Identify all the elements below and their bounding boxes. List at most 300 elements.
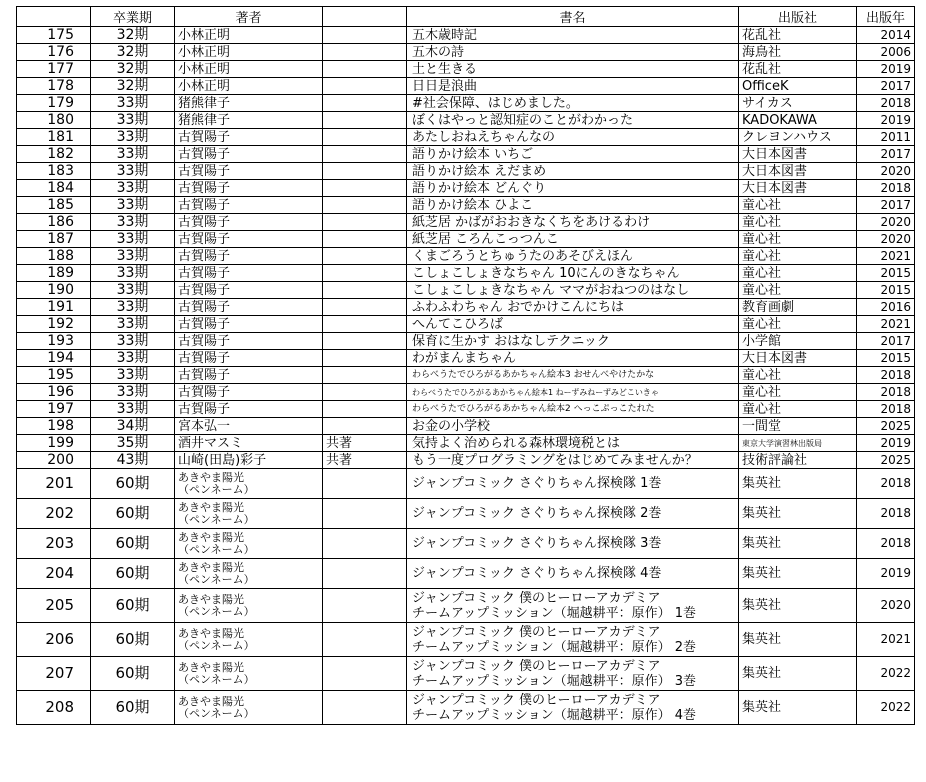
row-number: 204 — [17, 559, 91, 589]
row-year: 2015 — [857, 282, 915, 299]
author-penname-note: （ペンネーム） — [178, 542, 255, 556]
row-publisher: 童心社 — [739, 197, 857, 214]
row-note — [323, 691, 407, 725]
author-penname-note: （ペンネーム） — [178, 706, 255, 720]
row-generation: 60期 — [91, 469, 175, 499]
row-year: 2015 — [857, 265, 915, 282]
row-note — [323, 559, 407, 589]
row-year: 2021 — [857, 316, 915, 333]
row-generation: 33期 — [91, 231, 175, 248]
title-line-1: ジャンプコミック 僕のヒーローアカデミア — [412, 658, 661, 674]
row-year: 2018 — [857, 180, 915, 197]
row-generation: 33期 — [91, 180, 175, 197]
row-title — [407, 691, 739, 725]
author-name: あきやま陽光 — [178, 626, 244, 640]
table-row — [17, 435, 915, 452]
row-author: 古賀陽子 — [175, 299, 323, 316]
row-year: 2021 — [857, 623, 915, 657]
row-title: 紙芝居 ころんこっつんこ — [407, 231, 739, 248]
row-title: へんてこひろば — [407, 316, 739, 333]
row-generation: 33期 — [91, 282, 175, 299]
row-number: 185 — [17, 197, 91, 214]
row-number: 186 — [17, 214, 91, 231]
row-generation: 43期 — [91, 452, 175, 469]
table-row — [17, 146, 915, 163]
row-title: わらべうたでひろがるあかちゃん絵本2 へっこぷっこたれた — [407, 401, 739, 418]
row-generation: 32期 — [91, 44, 175, 61]
row-generation: 33期 — [91, 265, 175, 282]
row-author: 猪熊律子 — [175, 95, 323, 112]
row-note — [323, 44, 407, 61]
row-number: 190 — [17, 282, 91, 299]
title-line-1: ジャンプコミック さぐりちゃん探検隊 4巻 — [412, 566, 662, 581]
title-line-2: チームアップミッション（堀越耕平：原作） 3巻 — [412, 673, 696, 689]
row-year: 2025 — [857, 418, 915, 435]
row-note — [323, 316, 407, 333]
row-generation: 33期 — [91, 112, 175, 129]
row-year: 2017 — [857, 146, 915, 163]
row-publisher: 一間堂 — [739, 418, 857, 435]
table-row — [17, 559, 915, 589]
row-author — [175, 691, 323, 725]
row-note — [323, 231, 407, 248]
row-publisher: 集英社 — [739, 559, 857, 589]
row-number: 207 — [17, 657, 91, 691]
row-number: 196 — [17, 384, 91, 401]
row-year: 2021 — [857, 248, 915, 265]
row-year: 2019 — [857, 435, 915, 452]
row-number: 198 — [17, 418, 91, 435]
row-title: ふわふわちゃん おでかけこんにちは — [407, 299, 739, 316]
row-title: 気持よく治められる森林環境税とは — [407, 435, 739, 452]
header-author: 著者 — [175, 7, 323, 27]
row-publisher: 海鳥社 — [739, 44, 857, 61]
table-row — [17, 248, 915, 265]
row-note — [323, 95, 407, 112]
row-number: 205 — [17, 589, 91, 623]
row-author: 小林正明 — [175, 27, 323, 44]
title-line-1: ジャンプコミック 僕のヒーローアカデミア — [412, 590, 661, 606]
row-year: 2015 — [857, 350, 915, 367]
row-year: 2017 — [857, 78, 915, 95]
row-number: 191 — [17, 299, 91, 316]
row-number: 189 — [17, 265, 91, 282]
row-title: 五木の詩 — [407, 44, 739, 61]
author-name: あきやま陽光 — [178, 560, 244, 574]
row-note — [323, 248, 407, 265]
row-title: お金の小学校 — [407, 418, 739, 435]
table-row — [17, 401, 915, 418]
row-author — [175, 499, 323, 529]
row-publisher: 童心社 — [739, 401, 857, 418]
table-row — [17, 367, 915, 384]
table-row — [17, 95, 915, 112]
row-publisher: 集英社 — [739, 589, 857, 623]
row-title: 語りかけ絵本 どんぐり — [407, 180, 739, 197]
table-row — [17, 214, 915, 231]
row-publisher: 集英社 — [739, 469, 857, 499]
row-generation: 33期 — [91, 129, 175, 146]
row-publisher: 大日本図書 — [739, 350, 857, 367]
row-generation: 60期 — [91, 529, 175, 559]
row-number: 177 — [17, 61, 91, 78]
row-year: 2022 — [857, 691, 915, 725]
row-author: 古賀陽子 — [175, 316, 323, 333]
row-generation: 33期 — [91, 197, 175, 214]
table-row — [17, 529, 915, 559]
row-generation: 60期 — [91, 589, 175, 623]
row-generation: 33期 — [91, 146, 175, 163]
table-body — [17, 27, 915, 725]
row-note — [323, 367, 407, 384]
row-year: 2020 — [857, 231, 915, 248]
row-note — [323, 333, 407, 350]
row-publisher: 童心社 — [739, 231, 857, 248]
row-note — [323, 197, 407, 214]
table-row — [17, 499, 915, 529]
row-publisher: 童心社 — [739, 265, 857, 282]
row-generation: 33期 — [91, 163, 175, 180]
row-publisher: OfficeK — [739, 78, 857, 95]
row-number: 208 — [17, 691, 91, 725]
row-title: わがまんまちゃん — [407, 350, 739, 367]
row-generation: 33期 — [91, 95, 175, 112]
row-publisher: 大日本図書 — [739, 146, 857, 163]
row-author: 古賀陽子 — [175, 333, 323, 350]
row-author: 古賀陽子 — [175, 384, 323, 401]
row-generation: 60期 — [91, 691, 175, 725]
row-note — [323, 180, 407, 197]
row-title: 語りかけ絵本 ひよこ — [407, 197, 739, 214]
row-number: 195 — [17, 367, 91, 384]
row-note — [323, 129, 407, 146]
row-author: 古賀陽子 — [175, 231, 323, 248]
row-title: 五木歳時記 — [407, 27, 739, 44]
row-title: #社会保障、はじめました。 — [407, 95, 739, 112]
row-publisher: クレヨンハウス — [739, 129, 857, 146]
title-line-1: ジャンプコミック さぐりちゃん探検隊 3巻 — [412, 536, 662, 551]
table-row — [17, 197, 915, 214]
row-year: 2017 — [857, 333, 915, 350]
row-author: 猪熊律子 — [175, 112, 323, 129]
row-author — [175, 559, 323, 589]
header-title: 書名 — [407, 7, 739, 27]
row-generation: 32期 — [91, 61, 175, 78]
row-author: 古賀陽子 — [175, 163, 323, 180]
title-line-1: ジャンプコミック さぐりちゃん探検隊 1巻 — [412, 476, 662, 491]
table-row — [17, 657, 915, 691]
row-note — [323, 78, 407, 95]
header-publisher: 出版社 — [739, 7, 857, 27]
row-author — [175, 657, 323, 691]
row-author: 古賀陽子 — [175, 146, 323, 163]
row-note — [323, 163, 407, 180]
row-number: 180 — [17, 112, 91, 129]
row-generation: 33期 — [91, 367, 175, 384]
row-number: 184 — [17, 180, 91, 197]
row-generation: 33期 — [91, 401, 175, 418]
row-author: 酒井マスミ — [175, 435, 323, 452]
row-publisher: 童心社 — [739, 248, 857, 265]
row-note — [323, 265, 407, 282]
row-author — [175, 589, 323, 623]
row-note — [323, 384, 407, 401]
row-number: 193 — [17, 333, 91, 350]
row-author — [175, 623, 323, 657]
row-publisher: 技術評論社 — [739, 452, 857, 469]
row-publisher: 童心社 — [739, 367, 857, 384]
row-author: 古賀陽子 — [175, 265, 323, 282]
row-title: 紙芝居 かばがおおきなくちをあけるわけ — [407, 214, 739, 231]
row-title: 土と生きる — [407, 61, 739, 78]
row-year: 2014 — [857, 27, 915, 44]
row-note — [323, 61, 407, 78]
table-row — [17, 163, 915, 180]
row-generation: 32期 — [91, 78, 175, 95]
row-year: 2020 — [857, 163, 915, 180]
row-year: 2019 — [857, 61, 915, 78]
row-note — [323, 657, 407, 691]
row-number: 182 — [17, 146, 91, 163]
table-row — [17, 299, 915, 316]
row-title: くまごろうとちゅうたのあそびえほん — [407, 248, 739, 265]
row-title: 語りかけ絵本 いちご — [407, 146, 739, 163]
author-name: あきやま陽光 — [178, 660, 244, 674]
row-publisher: 大日本図書 — [739, 163, 857, 180]
row-generation: 60期 — [91, 559, 175, 589]
table-row — [17, 129, 915, 146]
row-year: 2018 — [857, 499, 915, 529]
row-author: 山崎(田島)彩子 — [175, 452, 323, 469]
row-number: 206 — [17, 623, 91, 657]
table-row — [17, 469, 915, 499]
table-row — [17, 112, 915, 129]
title-line-1: ジャンプコミック さぐりちゃん探検隊 2巻 — [412, 506, 662, 521]
row-author: 古賀陽子 — [175, 129, 323, 146]
row-author — [175, 469, 323, 499]
author-penname-note: （ペンネーム） — [178, 638, 255, 652]
row-publisher: 集英社 — [739, 499, 857, 529]
row-title — [407, 623, 739, 657]
row-note — [323, 401, 407, 418]
row-title: こしょこしょきなちゃん 10にんのきなちゃん — [407, 265, 739, 282]
row-number: 203 — [17, 529, 91, 559]
row-number: 181 — [17, 129, 91, 146]
table-row — [17, 691, 915, 725]
row-number: 200 — [17, 452, 91, 469]
row-generation: 33期 — [91, 333, 175, 350]
row-year: 2019 — [857, 559, 915, 589]
row-publisher: 童心社 — [739, 316, 857, 333]
row-number: 175 — [17, 27, 91, 44]
row-year: 2018 — [857, 529, 915, 559]
row-note — [323, 499, 407, 529]
row-author: 古賀陽子 — [175, 401, 323, 418]
row-year: 2018 — [857, 367, 915, 384]
row-generation: 33期 — [91, 248, 175, 265]
row-publisher: 教育画劇 — [739, 299, 857, 316]
row-number: 176 — [17, 44, 91, 61]
row-number: 188 — [17, 248, 91, 265]
row-title — [407, 657, 739, 691]
row-publisher: 大日本図書 — [739, 180, 857, 197]
row-title: ぼくはやっと認知症のことがわかった — [407, 112, 739, 129]
row-year: 2025 — [857, 452, 915, 469]
row-number: 202 — [17, 499, 91, 529]
row-author: 古賀陽子 — [175, 282, 323, 299]
table-row — [17, 333, 915, 350]
row-year: 2011 — [857, 129, 915, 146]
table-row — [17, 78, 915, 95]
row-year: 2020 — [857, 589, 915, 623]
row-note — [323, 112, 407, 129]
table-row — [17, 231, 915, 248]
row-year: 2020 — [857, 214, 915, 231]
book-table — [16, 6, 915, 725]
author-penname-note: （ペンネーム） — [178, 512, 255, 526]
row-author: 宮本弘一 — [175, 418, 323, 435]
table-row — [17, 282, 915, 299]
row-number: 201 — [17, 469, 91, 499]
row-author — [175, 529, 323, 559]
header-note — [323, 7, 407, 27]
header-row — [17, 7, 915, 27]
row-author: 古賀陽子 — [175, 248, 323, 265]
row-number: 197 — [17, 401, 91, 418]
row-note — [323, 623, 407, 657]
table-row — [17, 27, 915, 44]
row-title: 保育に生かす おはなしテクニック — [407, 333, 739, 350]
row-note — [323, 299, 407, 316]
author-penname-note: （ペンネーム） — [178, 672, 255, 686]
row-note: 共著 — [323, 452, 407, 469]
row-publisher: 童心社 — [739, 214, 857, 231]
row-title: 日日是浪曲 — [407, 78, 739, 95]
row-generation: 34期 — [91, 418, 175, 435]
row-note — [323, 589, 407, 623]
table-row — [17, 316, 915, 333]
row-publisher: 童心社 — [739, 384, 857, 401]
row-year: 2006 — [857, 44, 915, 61]
row-publisher: 花乱社 — [739, 27, 857, 44]
row-number: 194 — [17, 350, 91, 367]
row-author: 古賀陽子 — [175, 367, 323, 384]
row-title — [407, 589, 739, 623]
row-title — [407, 469, 739, 499]
row-author: 古賀陽子 — [175, 197, 323, 214]
author-penname-note: （ペンネーム） — [178, 604, 255, 618]
author-name: あきやま陽光 — [178, 470, 244, 484]
row-year: 2016 — [857, 299, 915, 316]
row-note — [323, 214, 407, 231]
row-title: わらべうたでひろがるあかちゃん絵本3 おせんべやけたかな — [407, 367, 739, 384]
row-generation: 33期 — [91, 214, 175, 231]
row-year: 2018 — [857, 401, 915, 418]
row-year: 2018 — [857, 469, 915, 499]
row-note — [323, 282, 407, 299]
row-publisher: 集英社 — [739, 623, 857, 657]
row-author: 小林正明 — [175, 44, 323, 61]
table-row — [17, 61, 915, 78]
row-note — [323, 418, 407, 435]
table-row — [17, 44, 915, 61]
row-title: あたしおねえちゃんなの — [407, 129, 739, 146]
author-penname-note: （ペンネーム） — [178, 572, 255, 586]
table-row — [17, 452, 915, 469]
row-year: 2018 — [857, 95, 915, 112]
row-note — [323, 146, 407, 163]
header-year: 出版年 — [857, 7, 915, 27]
row-title — [407, 529, 739, 559]
row-title: わらべうたでひろがるあかちゃん絵本1 ねーずみねーずみどこいきゃ — [407, 384, 739, 401]
author-penname-note: （ペンネーム） — [178, 482, 255, 496]
row-number: 199 — [17, 435, 91, 452]
row-generation: 60期 — [91, 623, 175, 657]
author-name: あきやま陽光 — [178, 500, 244, 514]
row-year: 2022 — [857, 657, 915, 691]
title-line-2: チームアップミッション（堀越耕平：原作） 2巻 — [412, 639, 696, 655]
table-row — [17, 265, 915, 282]
row-generation: 32期 — [91, 27, 175, 44]
row-number: 179 — [17, 95, 91, 112]
row-author: 古賀陽子 — [175, 180, 323, 197]
row-title: 語りかけ絵本 えだまめ — [407, 163, 739, 180]
row-author: 小林正明 — [175, 61, 323, 78]
row-note — [323, 469, 407, 499]
row-year: 2017 — [857, 197, 915, 214]
table-row — [17, 418, 915, 435]
row-note — [323, 27, 407, 44]
table-row — [17, 589, 915, 623]
title-line-1: ジャンプコミック 僕のヒーローアカデミア — [412, 624, 661, 640]
row-publisher: 集英社 — [739, 691, 857, 725]
row-title — [407, 559, 739, 589]
row-generation: 60期 — [91, 499, 175, 529]
book-list-document — [16, 6, 915, 725]
row-generation: 60期 — [91, 657, 175, 691]
row-author: 古賀陽子 — [175, 350, 323, 367]
title-line-1: ジャンプコミック 僕のヒーローアカデミア — [412, 692, 661, 708]
table-row — [17, 350, 915, 367]
row-number: 187 — [17, 231, 91, 248]
row-publisher: 小学館 — [739, 333, 857, 350]
row-publisher: 東京大学演習林出版局 — [739, 435, 857, 452]
table-row — [17, 384, 915, 401]
row-number: 192 — [17, 316, 91, 333]
row-generation: 33期 — [91, 384, 175, 401]
row-author: 古賀陽子 — [175, 214, 323, 231]
row-generation: 33期 — [91, 350, 175, 367]
table-row — [17, 180, 915, 197]
row-publisher: サイカス — [739, 95, 857, 112]
author-name: あきやま陽光 — [178, 592, 244, 606]
row-note: 共著 — [323, 435, 407, 452]
author-name: あきやま陽光 — [178, 530, 244, 544]
header-generation: 卒業期 — [91, 7, 175, 27]
row-author: 小林正明 — [175, 78, 323, 95]
row-publisher: 花乱社 — [739, 61, 857, 78]
row-publisher: 童心社 — [739, 282, 857, 299]
row-note — [323, 350, 407, 367]
row-title: もう一度プログラミングをはじめてみませんか？ — [407, 452, 739, 469]
row-generation: 33期 — [91, 316, 175, 333]
author-name: あきやま陽光 — [178, 694, 244, 708]
row-year: 2019 — [857, 112, 915, 129]
row-title: こしょこしょきなちゃん ママがおねつのはなし — [407, 282, 739, 299]
row-publisher: 集英社 — [739, 529, 857, 559]
table-row — [17, 623, 915, 657]
row-number: 183 — [17, 163, 91, 180]
